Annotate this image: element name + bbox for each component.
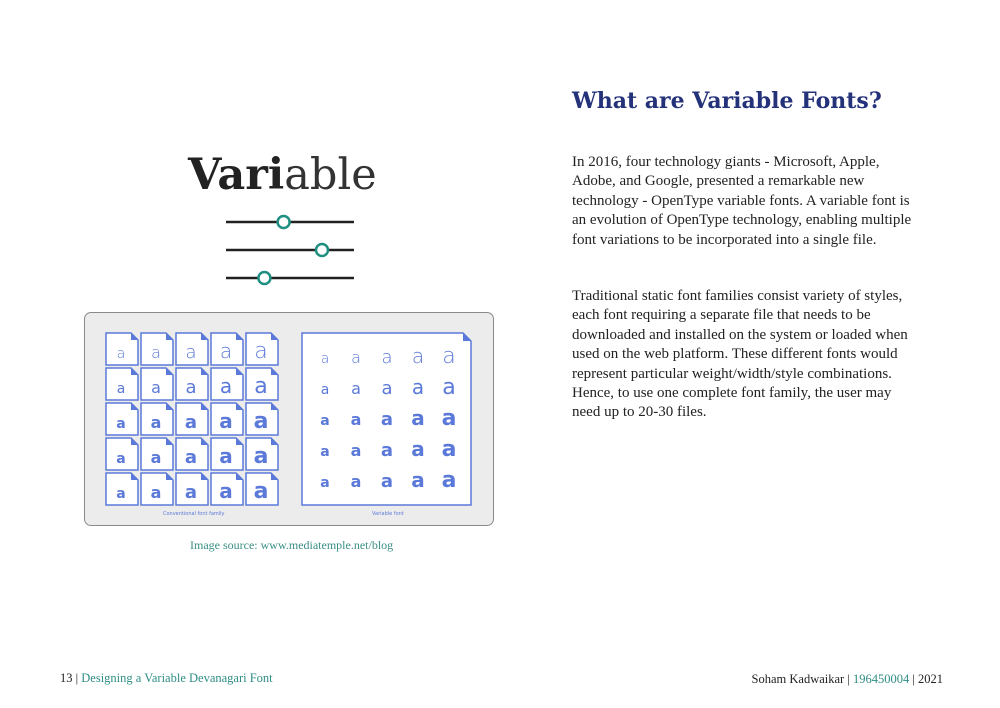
static-fonts-paragraph: Traditional static font families consist variety of styles, each font requiring a separate file that needs to be downloaded and installed on the system or loaded when used on the web platform. These different fonts would represent particular weight/width/style combinations. Hence, to use one complete font family, the user may need up to 20-30 files. — [572, 288, 908, 421]
glyph-sample: a — [350, 410, 362, 429]
glyph-sample: a — [253, 444, 269, 469]
glyph-sample: a — [351, 379, 361, 398]
glyph-sample: a — [116, 486, 126, 502]
slider-knob — [258, 272, 270, 284]
wordmark-part-bold: ri — [245, 150, 285, 200]
glyph-sample: a — [116, 346, 126, 362]
slider-knob — [278, 216, 290, 228]
glyph-sample: a — [320, 413, 330, 429]
glyph-sample: a — [350, 441, 362, 460]
glyph-sample: a — [411, 468, 425, 492]
file-corner-fold — [271, 438, 278, 445]
glyph-sample: a — [380, 471, 394, 492]
glyph-sample: a — [151, 378, 161, 397]
glyph-sample: a — [350, 472, 362, 491]
glyph-sample: a — [320, 382, 330, 398]
glyph-sample: a — [411, 437, 425, 461]
footer-right: Soham Kadwaikar | 196450004 | 2021 — [751, 672, 943, 686]
variable-wordmark — [188, 150, 393, 200]
wordmark-part-heavy: Va — [188, 150, 246, 200]
file-corner-fold — [271, 333, 278, 340]
file-corner-fold — [271, 403, 278, 410]
glyph-sample: a — [442, 375, 456, 400]
glyph-sample: a — [411, 406, 425, 430]
image-source-caption: Image source: www.mediatemple.net/blog — [190, 538, 394, 552]
glyph-sample: a — [151, 343, 161, 362]
glyph-sample: a — [219, 339, 233, 363]
conventional-font-files-grid — [104, 332, 284, 508]
glyph-sample: a — [150, 413, 162, 432]
glyph-sample: a — [184, 482, 198, 503]
glyph-sample: a — [441, 468, 457, 493]
glyph-sample: a — [219, 444, 233, 468]
glyph-sample: a — [254, 374, 268, 399]
slider-knob — [316, 244, 328, 256]
glyph-sample: a — [219, 374, 233, 398]
conventional-font-label: Conventional font family — [163, 511, 225, 517]
glyph-sample: a — [219, 409, 233, 433]
glyph-sample: a — [185, 377, 197, 398]
glyph-sample: a — [320, 475, 330, 491]
page-title: What are Variable Fonts? — [572, 88, 882, 114]
file-corner-fold — [271, 473, 278, 480]
author-name: Soham Kadwaikar — [751, 672, 845, 686]
glyph-sample: a — [380, 409, 394, 430]
glyph-sample: a — [254, 339, 268, 364]
glyph-sample: a — [381, 347, 393, 368]
glyph-sample: a — [116, 416, 126, 432]
glyph-sample: a — [184, 412, 198, 433]
glyph-sample: a — [184, 447, 198, 468]
axis-sliders — [224, 210, 358, 286]
variable-font-label: Variable font — [372, 511, 404, 517]
page-number: 13 — [60, 671, 73, 685]
glyph-sample: a — [381, 378, 393, 399]
glyph-sample: a — [380, 440, 394, 461]
footer-left: 13 | Designing a Variable Devanagari Font — [60, 671, 273, 685]
glyph-sample: a — [411, 375, 425, 399]
document-title: Designing a Variable Devanagari Font — [81, 671, 273, 685]
glyph-sample: a — [253, 479, 269, 504]
glyph-sample: a — [219, 479, 233, 503]
year: 2021 — [918, 672, 943, 686]
wordmark-part-light: able — [284, 150, 377, 200]
glyph-sample: a — [150, 448, 162, 467]
glyph-sample: a — [116, 451, 126, 467]
glyph-sample: a — [320, 351, 330, 367]
glyph-sample: a — [185, 342, 197, 363]
glyph-sample: a — [411, 344, 425, 368]
glyph-sample: a — [441, 406, 457, 431]
file-corner-fold — [271, 368, 278, 375]
glyph-sample: a — [253, 409, 269, 434]
glyph-sample: a — [442, 344, 456, 369]
glyph-sample: a — [150, 483, 162, 502]
glyph-sample: a — [351, 348, 361, 367]
glyph-sample: a — [116, 381, 126, 397]
file-corner-fold — [463, 333, 471, 341]
student-id: 196450004 — [852, 672, 910, 686]
variable-font-file — [301, 332, 475, 508]
glyph-sample: a — [441, 437, 457, 462]
glyph-sample: a — [320, 444, 330, 460]
intro-paragraph: In 2016, four technology giants - Microsoft, Apple, Adobe, and Google, presented a remarkable new technology - OpenType variable fonts. A variable font is an evolution of OpenType technology, enabling multiple font variations to be incorporated into a single file. — [572, 154, 912, 248]
